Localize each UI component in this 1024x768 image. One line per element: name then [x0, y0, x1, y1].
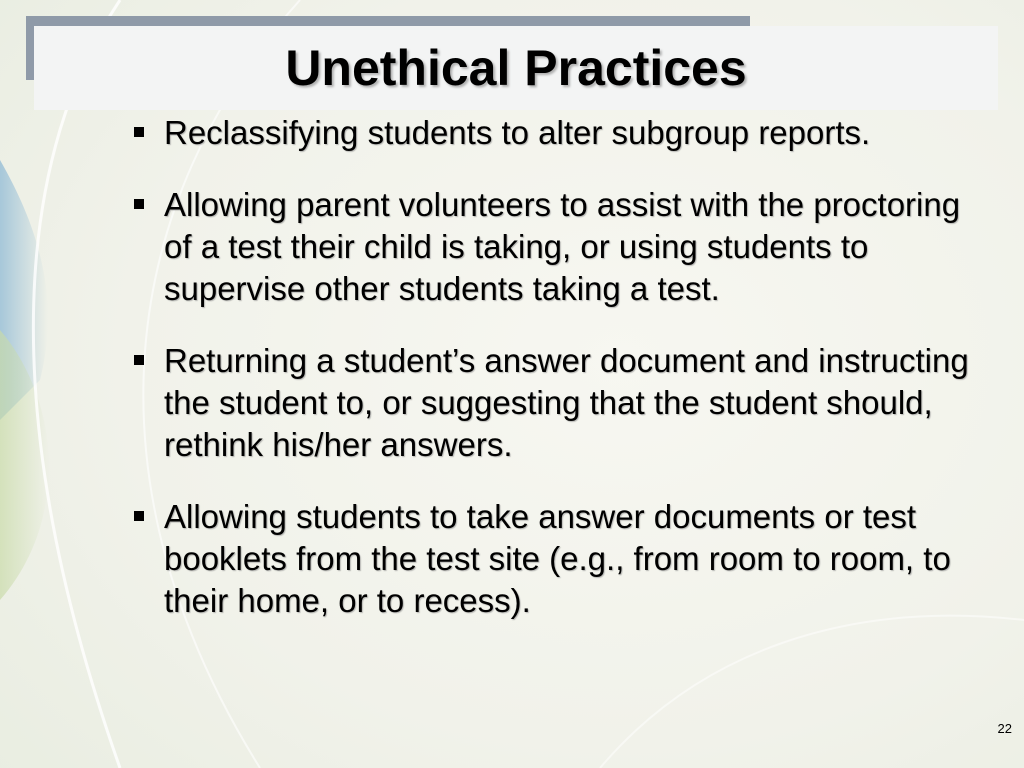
bullet-item: [130, 184, 970, 310]
square-bullet-icon: [134, 355, 144, 365]
bullet-item: [130, 496, 970, 622]
square-bullet-icon: [134, 199, 144, 209]
bullet-list: [130, 112, 970, 652]
bullet-text: Returning a student’s answer document and instructing the student to, or suggesting that the student should, rethink his/her answers.: [164, 342, 969, 463]
slide-title: Unethical Practices: [285, 40, 747, 96]
bullet-text: Allowing students to take answer documents or test booklets from the test site (e.g., from room to room, to their home, or to recess).: [164, 498, 951, 619]
bullet-item: [130, 340, 970, 466]
slide-number: 22: [997, 721, 1012, 736]
square-bullet-icon: [134, 511, 144, 521]
square-bullet-icon: [134, 127, 144, 137]
bullet-item: [130, 112, 970, 154]
bullet-text: Reclassifying students to alter subgroup reports.: [164, 114, 871, 151]
bullet-text: Allowing parent volunteers to assist with the proctoring of a test their child is taking, or using students to supervise other students taking a test.: [164, 186, 961, 307]
